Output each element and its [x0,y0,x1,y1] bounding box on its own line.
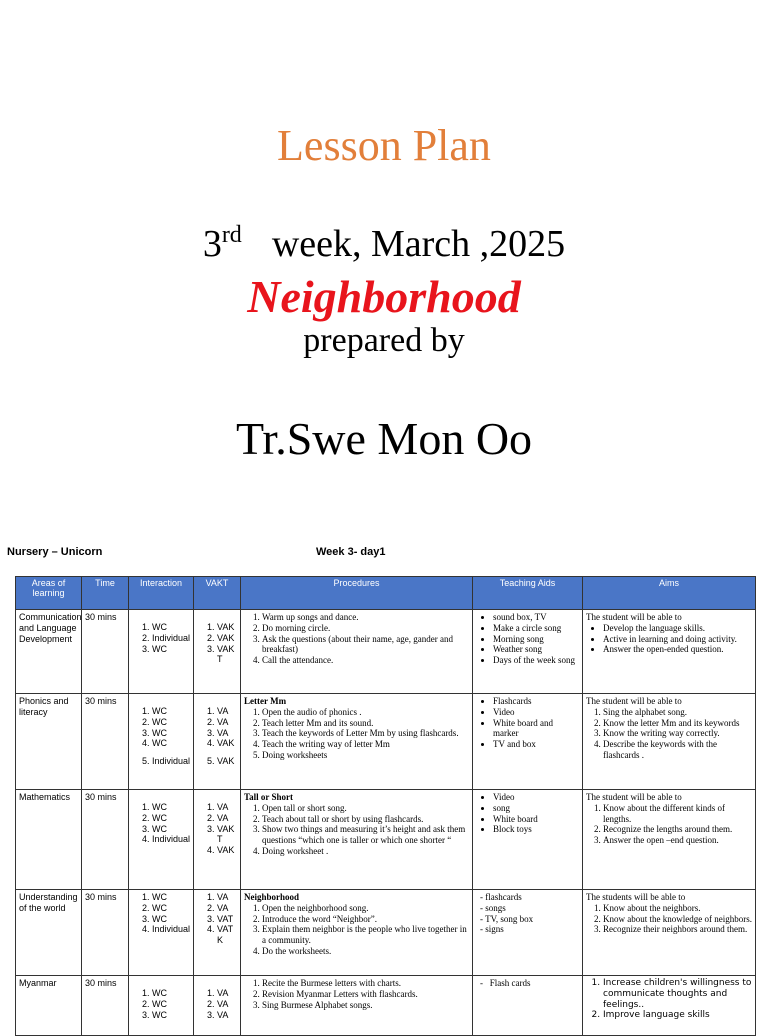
lesson-plan-table [15,576,756,1036]
list-item: 1. Open the neighborhood song. [262,903,469,914]
procedures-cell [241,890,473,976]
list-item: • Develop the language skills. [603,623,752,634]
list-item: • White board [493,814,579,825]
header-aims: Aims [583,577,756,610]
list-item: 5. Doing worksheets [262,750,469,761]
list-item: 3. WC [152,1010,190,1021]
procedure-title: Letter Mm [244,696,287,706]
list-item: • Answer the open-ended question. [603,644,752,655]
list-item: 2. Improve language skills [603,1010,752,1021]
aid-text: signs [485,924,504,935]
list-item: - Flash cards [480,978,531,988]
list-item: 2. VA [217,903,237,914]
vakt-cell [194,890,241,976]
list-item: 2. Know the letter Mm and its keywords [603,718,752,729]
header-teaching-aids: Teaching Aids [473,577,583,610]
list-item: 1. WC [152,988,190,999]
teaching-aids-cell [473,790,583,890]
list-item: 2. WC [152,813,190,824]
vakt-cell [194,790,241,890]
procedures-cell [241,610,473,694]
table-row [16,890,756,976]
list-item: 1. VA [217,706,237,717]
list-item: 4. Individual [152,834,190,845]
aims-cell [583,610,756,694]
vakt-cell [194,610,241,694]
list-item: 3. WC [152,728,190,739]
area-cell: Phonics and literacy [16,694,82,790]
list-item: 4. Do the worksheets. [262,946,469,957]
header-time: Time [82,577,129,610]
list-item: 5. VAK [217,756,237,767]
time-cell: 30 mins [82,790,129,890]
list-item: • Morning song [493,634,579,645]
list-item: 3. VA [217,1010,237,1021]
table-header-row [16,577,756,610]
list-item: 1. WC [152,706,190,717]
procedures-cell [241,694,473,790]
list-item: 2. Teach about tall or short by using flashcards. [262,814,469,825]
teaching-aids-cell [473,610,583,694]
list-item: • sound box, TV [493,612,579,623]
area-cell: Myanmar [16,976,82,1036]
list-item: 1. Open the audio of phonics . [262,707,469,718]
list-item: 2. Do morning circle. [262,623,469,634]
list-item: 1. Know about the neighbors. [603,903,752,914]
vakt-cell [194,694,241,790]
aims-intro: The students will be able to [586,892,686,902]
list-item: 3. VAT [217,914,237,925]
list-item: 1. Warm up songs and dance. [262,612,469,623]
list-item: 1. WC [152,802,190,813]
list-item: 1. VA [217,892,237,903]
list-item: 2. WC [152,717,190,728]
list-item: 1. Know about the different kinds of lengths. [603,803,752,825]
header-areas: Areas of learning [16,577,82,610]
list-item: • Video [493,792,579,803]
list-item: 2. Revision Myanmar Letters with flashcards. [262,989,469,1000]
list-item: 3. Know the writing way correctly. [603,728,752,739]
interaction-cell [129,890,194,976]
interaction-cell [129,976,194,1036]
aid-text: TV, song box [485,913,534,924]
area-cell: Mathematics [16,790,82,890]
list-item: 4. Describe the keywords with the flashcards . [603,739,752,761]
list-item: 4. Teach the writing way of letter Mm [262,739,469,750]
interaction-cell [129,610,194,694]
list-item: • Days of the week song [493,655,579,666]
list-item: 1. WC [152,622,190,633]
header-interaction: Interaction [129,577,194,610]
list-item: 2. VA [217,717,237,728]
procedure-title: Tall or Short [244,792,294,802]
list-item: 2. Recognize the lengths around them. [603,824,752,835]
interaction-cell [129,694,194,790]
aims-intro: The student will be able to [586,696,682,706]
list-item: 3. Show two things and measuring it’s height and ask them questions “which one is taller or which one shorter “ [262,824,469,846]
list-item: • song [493,803,579,814]
list-item: 4. Doing worksheet . [262,846,469,857]
list-item: 2. Introduce the word “Neighbor”. [262,914,469,925]
aims-cell [583,890,756,976]
lesson-plan-title: Lesson Plan [277,121,491,170]
list-item: 2. VAK [217,633,237,644]
list-item: 3. Recognize their neighbors around them. [603,924,752,935]
week-number: 3 [202,223,222,265]
list-item: - TV, song box [480,913,534,924]
interaction-cell [129,790,194,890]
header-procedures: Procedures [241,577,473,610]
list-item: • TV and box [493,739,579,750]
teaching-aids-cell [473,890,583,976]
table-row [16,694,756,790]
list-item: • Video [493,707,579,718]
time-cell: 30 mins [82,694,129,790]
theme-title: Neighborhood [247,271,521,322]
list-item: 4. Individual [152,924,190,935]
list-item: 4. WC [152,738,190,749]
list-item: 1. Open tall or short song. [262,803,469,814]
procedures-cell [241,976,473,1036]
list-item: • Weather song [493,644,579,655]
time-cell: 30 mins [82,976,129,1036]
header-vakt: VAKT [194,577,241,610]
day-label: Week 3- day1 [316,546,386,558]
list-item: 3. VA [217,728,237,739]
list-item: 4. VAK [217,738,237,749]
list-item: 2. WC [152,999,190,1010]
list-item: 2. WC [152,903,190,914]
list-item: 1. Increase children's willingness to communicate thoughts and feelings.. [603,978,752,1010]
list-item: 3. Answer the open –end question. [603,835,752,846]
list-item: 1. WC [152,892,190,903]
prepared-by-label: prepared by [303,322,465,359]
procedure-title: Neighborhood [244,892,300,902]
table-row [16,976,756,1036]
list-item: 2. Individual [152,633,190,644]
list-item: 1. VAK [217,622,237,633]
list-item: 1. Sing the alphabet song. [603,707,752,718]
aims-cell [583,976,756,1036]
list-item: 2. Teach letter Mm and its sound. [262,718,469,729]
aims-intro: The student will be able to [586,612,682,622]
week-heading [0,222,768,266]
aid-text: Flash cards [489,978,531,988]
list-item: 2. VA [217,999,237,1010]
vakt-cell [194,976,241,1036]
list-item: - signs [480,924,504,935]
class-label: Nursery – Unicorn [7,546,103,558]
list-item: • Active in learning and doing activity. [603,634,752,645]
aid-text: songs [485,902,506,913]
area-cell: Understanding of the world [16,890,82,976]
list-item: 3. Teach the keywords of Letter Mm by using flashcards. [262,728,469,739]
teaching-aids-cell [473,976,583,1036]
list-item: - songs [480,902,506,913]
aims-cell [583,694,756,790]
list-item: 5. Individual [152,756,190,767]
list-item: 3. Explain them neighbor is the people who live together in a community. [262,924,469,946]
aims-cell [583,790,756,890]
list-item: 2. Know about the knowledge of neighbors. [603,914,752,925]
list-item: • Make a circle song [493,623,579,634]
list-item: 3. Ask the questions (about their name, age, gander and breakfast) [262,634,469,656]
week-date: week, March ,2025 [271,223,566,265]
table-row [16,790,756,890]
list-item: 3. WC [152,914,190,925]
list-item: 4. Call the attendance. [262,655,469,666]
list-item: 2. VA [217,813,237,824]
week-ordinal-suffix: rd [221,222,242,248]
area-cell: Communication and Language Development [16,610,82,694]
list-item: 4. VAK [217,845,237,856]
list-item: 3. WC [152,644,190,655]
aims-intro: The student will be able to [586,792,682,802]
time-cell: 30 mins [82,610,129,694]
list-item: 3. Sing Burmese Alphabet songs. [262,1000,469,1011]
list-item: • Flashcards [493,696,579,707]
time-cell: 30 mins [82,890,129,976]
aid-text: flashcards [485,892,522,902]
list-item: 1. VA [217,802,237,813]
list-item: 1. VA [217,988,237,999]
list-item: 3. WC [152,824,190,835]
list-item: • White board and marker [493,718,579,740]
procedures-cell [241,790,473,890]
teacher-name: Tr.Swe Mon Oo [235,413,533,464]
list-item: • Block toys [493,824,579,835]
list-item: 3. VAK T [217,644,237,666]
table-row [16,610,756,694]
list-item: 4. VAT K [217,924,237,946]
list-item: 1. Recite the Burmese letters with charts. [262,978,469,989]
teaching-aids-cell [473,694,583,790]
list-item: - flashcards [480,892,522,902]
list-item: 3. VAK T [217,824,237,846]
